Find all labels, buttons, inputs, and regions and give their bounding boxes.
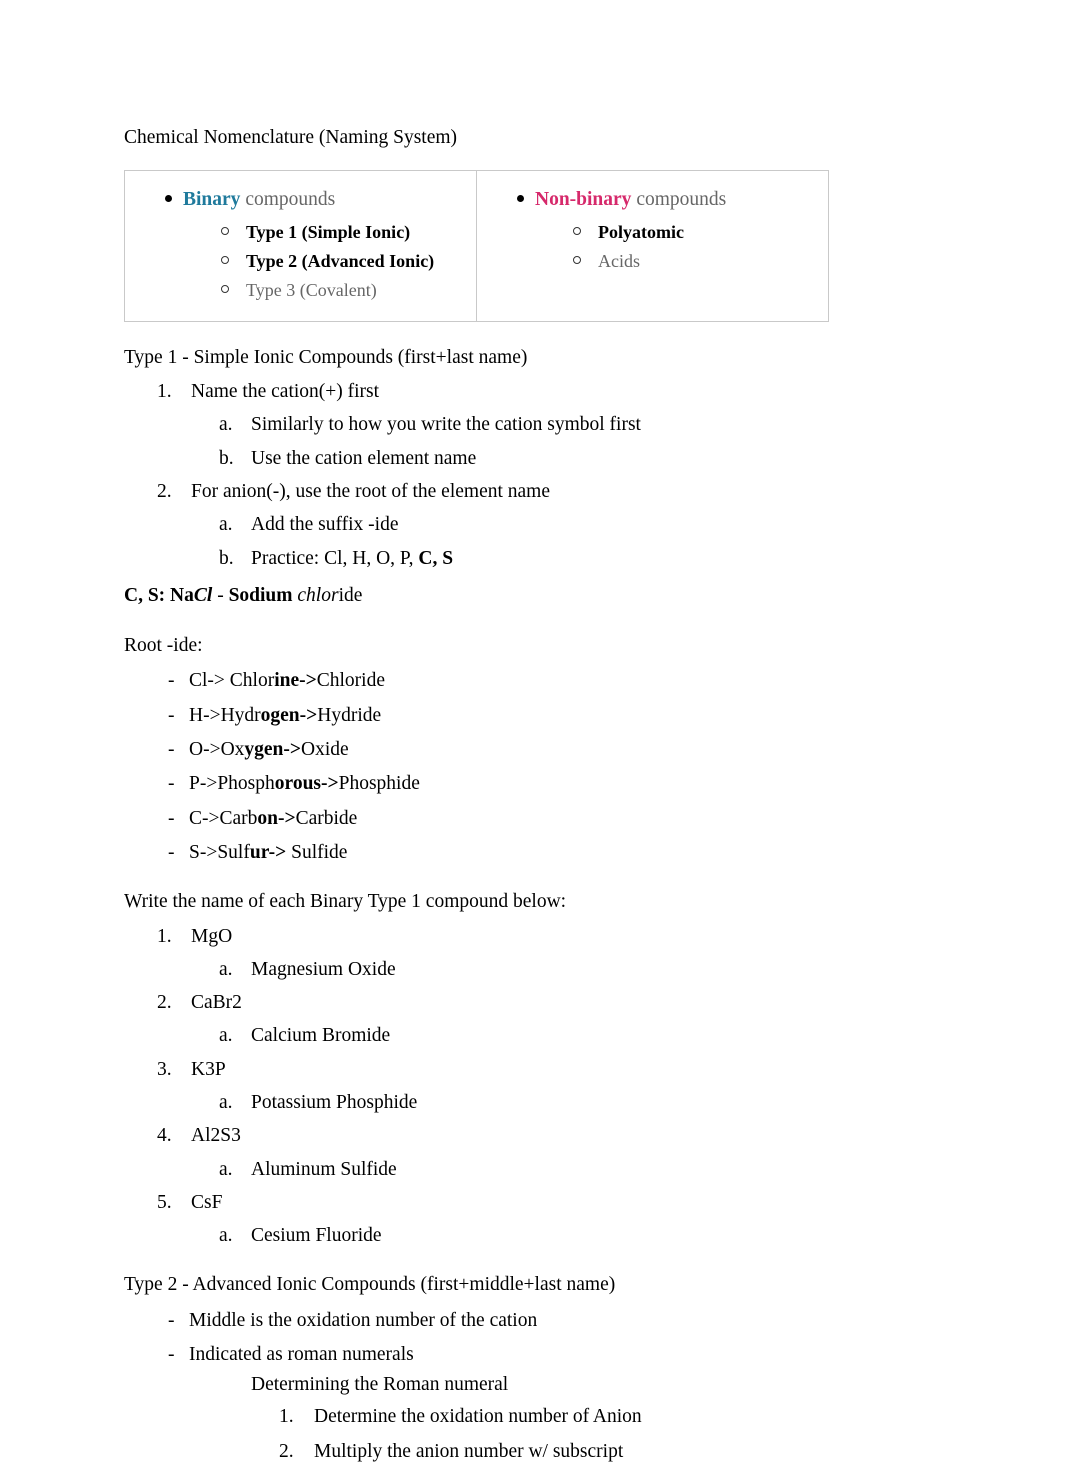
root-bold: orous-> xyxy=(274,773,339,795)
root-pre: O->Ox xyxy=(189,739,245,761)
list-item xyxy=(535,218,818,247)
list-item xyxy=(124,478,954,572)
list-item xyxy=(183,276,466,305)
list-item xyxy=(124,378,954,472)
type1-step1-sublist xyxy=(191,411,954,472)
nonbinary-cell xyxy=(477,171,829,322)
circle-bullet-icon xyxy=(573,256,581,264)
binary-sublist xyxy=(183,218,466,304)
list-item xyxy=(191,1156,954,1183)
nonbinary-list xyxy=(487,185,818,276)
root-post: Oxide xyxy=(301,739,349,761)
list-item xyxy=(124,1056,954,1117)
list-item xyxy=(124,923,954,984)
list-item xyxy=(124,1122,954,1183)
substep-text-bold: C, S xyxy=(418,547,454,569)
nonbinary-heading-rest: compounds xyxy=(631,189,727,211)
list-marker: 2. xyxy=(157,992,172,1014)
practice-formula: CsF xyxy=(191,1191,223,1213)
list-item xyxy=(191,1022,954,1049)
example-bold-prefix: C, S: Na xyxy=(124,584,194,606)
substep-text: Similarly to how you write the cation symbol first xyxy=(251,414,641,436)
list-marker: - xyxy=(168,1309,175,1331)
circle-bullet-icon xyxy=(221,227,229,235)
type2-dash-list xyxy=(124,1307,954,1369)
example-line xyxy=(124,582,954,610)
list-marker: - xyxy=(168,739,175,761)
list-item xyxy=(183,218,466,247)
binary-cell xyxy=(125,171,477,322)
roman-numeral-steps xyxy=(124,1403,954,1465)
list-marker: 2. xyxy=(279,1440,294,1462)
binary-accent-word: Binary xyxy=(183,189,241,211)
list-item xyxy=(191,511,954,538)
practice-formula: CaBr2 xyxy=(191,992,242,1014)
roman-numeral-subheading: Determining the Roman numeral xyxy=(251,1374,509,1396)
practice-answer-list xyxy=(191,1089,954,1116)
list-item xyxy=(191,1089,954,1116)
list-marker: a. xyxy=(219,958,233,980)
list-marker: a. xyxy=(219,514,233,536)
substep-text: Determine the oxidation number of Anion xyxy=(314,1406,642,1428)
list-marker: a. xyxy=(219,1025,233,1047)
substep-text: Add the suffix -ide xyxy=(251,514,399,536)
type1-step2-sublist xyxy=(191,511,954,572)
root-bold: ur-> xyxy=(249,841,287,863)
list-item xyxy=(124,1341,954,1368)
root-post: Carbide xyxy=(295,807,358,829)
practice-answer-list xyxy=(191,1022,954,1049)
list-marker: 2. xyxy=(157,481,172,503)
binary-type3-label: Type 3 (Covalent) xyxy=(246,280,377,301)
root-pre: Cl-> Chlor xyxy=(189,670,275,692)
list-item xyxy=(124,1438,954,1465)
list-item xyxy=(124,1189,954,1250)
list-marker: a. xyxy=(219,1158,233,1180)
list-marker: 1. xyxy=(157,925,172,947)
practice-answer-list xyxy=(191,1156,954,1183)
practice-heading: Write the name of each Binary Type 1 compound below: xyxy=(124,891,567,913)
polyatomic-label: Polyatomic xyxy=(598,222,684,243)
example-italic-cl: Cl xyxy=(193,584,213,606)
list-marker: - xyxy=(168,704,175,726)
practice-list xyxy=(124,923,954,1250)
root-ide-heading: Root -ide: xyxy=(124,635,203,657)
compound-overview-table xyxy=(124,170,829,322)
root-bold: ogen-> xyxy=(260,704,318,726)
substep-text-plain: Practice: Cl, H, O, P, xyxy=(251,547,419,569)
acids-label: Acids xyxy=(598,251,640,272)
nonbinary-sublist xyxy=(535,218,818,276)
list-item xyxy=(124,702,954,729)
substep-text: Use the cation element name xyxy=(251,447,477,469)
disc-bullet-icon xyxy=(165,195,172,202)
list-item xyxy=(124,989,954,1050)
list-item xyxy=(191,956,954,983)
root-post: Chloride xyxy=(316,670,385,692)
practice-answer: Cesium Fluoride xyxy=(251,1225,382,1247)
practice-formula: Al2S3 xyxy=(191,1125,241,1147)
practice-answer: Aluminum Sulfide xyxy=(251,1158,397,1180)
root-post: Hydride xyxy=(317,704,382,726)
root-post: Sulfide xyxy=(286,841,348,863)
practice-answer: Calcium Bromide xyxy=(251,1025,391,1047)
type1-heading: Type 1 - Simple Ionic Compounds (first+last name) xyxy=(124,346,528,368)
list-item xyxy=(191,545,954,572)
list-item xyxy=(191,1222,954,1249)
practice-answer: Potassium Phosphide xyxy=(251,1091,418,1113)
root-pre: S->Sulf xyxy=(189,841,250,863)
type1-steps xyxy=(124,378,954,572)
example-suffix: ide xyxy=(338,584,363,606)
list-item xyxy=(124,839,954,866)
list-marker: 4. xyxy=(157,1125,172,1147)
practice-answer: Magnesium Oxide xyxy=(251,958,396,980)
root-ide-list xyxy=(124,667,954,866)
binary-list xyxy=(135,185,466,305)
list-marker: 1. xyxy=(279,1406,294,1428)
root-post: Phosphide xyxy=(338,773,420,795)
step-text: For anion(-), use the root of the element name xyxy=(191,481,551,503)
page-title: Chemical Nomenclature (Naming System) xyxy=(124,127,458,148)
nonbinary-accent-word: Non-binary xyxy=(535,189,632,211)
root-pre: P->Phosph xyxy=(189,773,275,795)
circle-bullet-icon xyxy=(221,285,229,293)
dash-text: Middle is the oxidation number of the cation xyxy=(189,1309,538,1331)
dash-text: Indicated as roman numerals xyxy=(189,1344,414,1366)
list-item xyxy=(124,736,954,763)
list-marker: b. xyxy=(219,547,234,569)
list-marker: - xyxy=(168,1344,175,1366)
list-marker: a. xyxy=(219,1091,233,1113)
document-body xyxy=(124,124,954,1465)
list-item xyxy=(124,770,954,797)
type2-heading: Type 2 - Advanced Ionic Compounds (first+middle+last name) xyxy=(124,1274,616,1296)
list-item xyxy=(191,411,954,438)
list-marker: b. xyxy=(219,447,234,469)
list-item xyxy=(124,1403,954,1430)
root-bold: on-> xyxy=(257,807,296,829)
step-text: Name the cation(+) first xyxy=(191,381,380,403)
practice-answer-list xyxy=(191,956,954,983)
list-marker: - xyxy=(168,807,175,829)
list-item xyxy=(535,247,818,276)
list-item xyxy=(124,1307,954,1334)
list-item xyxy=(183,247,466,276)
example-italic-chlor: chlor xyxy=(297,584,339,606)
nonbinary-heading-item xyxy=(487,185,818,276)
list-item xyxy=(191,445,954,472)
list-marker: - xyxy=(168,670,175,692)
list-marker: - xyxy=(168,773,175,795)
table-row xyxy=(125,171,829,322)
root-pre: H->Hydr xyxy=(189,704,261,726)
binary-type1-label: Type 1 (Simple Ionic) xyxy=(246,222,411,243)
circle-bullet-icon xyxy=(573,227,581,235)
practice-formula: K3P xyxy=(191,1058,226,1080)
disc-bullet-icon xyxy=(517,195,524,202)
list-marker: a. xyxy=(219,1225,233,1247)
list-marker: 1. xyxy=(157,381,172,403)
circle-bullet-icon xyxy=(221,256,229,264)
list-marker: a. xyxy=(219,414,233,436)
example-separator: - xyxy=(212,584,229,606)
root-pre: C->Carb xyxy=(189,807,258,829)
substep-text: Multiply the anion number w/ subscript xyxy=(314,1440,624,1462)
list-marker: - xyxy=(168,841,175,863)
binary-type2-label: Type 2 (Advanced Ionic) xyxy=(246,251,435,272)
example-bold-sodium: Sodium xyxy=(228,584,298,606)
list-item xyxy=(124,667,954,694)
practice-answer-list xyxy=(191,1222,954,1249)
list-marker: 3. xyxy=(157,1058,172,1080)
binary-heading-rest: compounds xyxy=(240,189,336,211)
list-item xyxy=(124,805,954,832)
root-bold: ygen-> xyxy=(244,739,302,761)
practice-formula: MgO xyxy=(191,925,233,947)
binary-heading-item xyxy=(135,185,466,305)
list-marker: 5. xyxy=(157,1191,172,1213)
root-bold: ine-> xyxy=(274,670,317,692)
